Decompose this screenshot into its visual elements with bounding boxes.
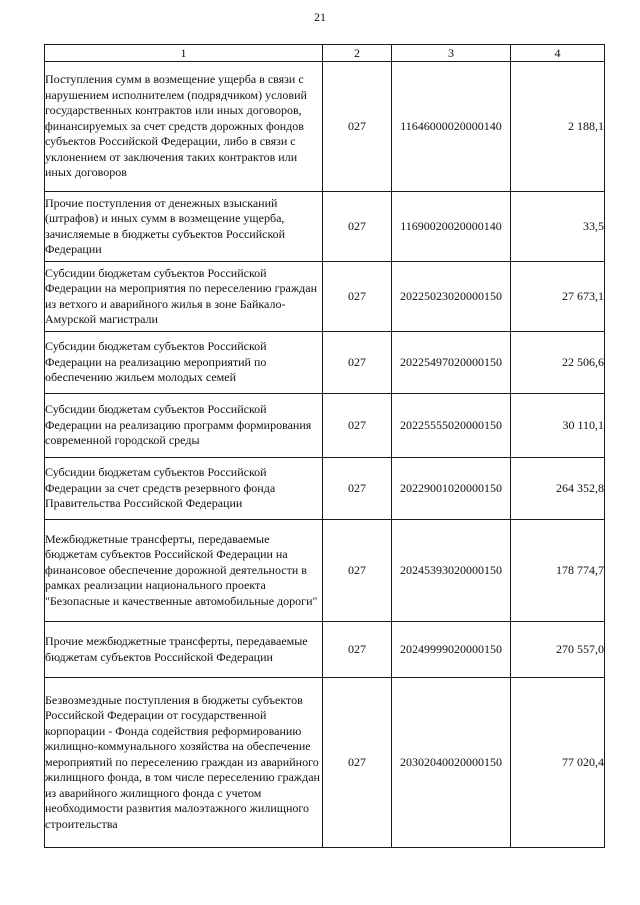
row-classification-code: 20225023020000150 <box>392 262 511 332</box>
row-description: Субсидии бюджетам субъектов Российской Федерации на мероприятия по переселению граждан из ветхого и аварийного жилья в зоне Байкало-Амурской магистрали <box>45 262 323 332</box>
row-classification-code: 20302040020000150 <box>392 678 511 848</box>
row-amount: 30 110,1 <box>511 394 605 458</box>
page-number: 21 <box>314 10 326 24</box>
row-admin-code: 027 <box>323 262 392 332</box>
table-row <box>45 520 605 622</box>
row-amount: 264 352,8 <box>511 458 605 520</box>
row-classification-code: 20245393020000150 <box>392 520 511 622</box>
column-header-amount: 4 <box>511 45 605 62</box>
table-row <box>45 332 605 394</box>
row-admin-code: 027 <box>323 458 392 520</box>
row-classification-code: 11646000020000140 <box>392 62 511 192</box>
row-amount: 27 673,1 <box>511 262 605 332</box>
column-header-description: 1 <box>45 45 323 62</box>
row-amount: 178 774,7 <box>511 520 605 622</box>
row-admin-code: 027 <box>323 678 392 848</box>
table-row <box>45 262 605 332</box>
row-classification-code: 20229001020000150 <box>392 458 511 520</box>
row-classification-code: 11690020020000140 <box>392 192 511 262</box>
row-admin-code: 027 <box>323 192 392 262</box>
row-amount: 33,5 <box>511 192 605 262</box>
row-description: Безвозмездные поступления в бюджеты субъектов Российской Федерации от государственной корпорации - Фонда содействия реформированию жилищно-коммунального хозяйства на обеспечение мероприятий по переселению граждан из аварийного жилищного фонда, в том числе переселению граждан из аварийного жилищного фонда с учетом необходимости развития малоэтажного жилищного строительства <box>45 678 323 848</box>
row-description: Субсидии бюджетам субъектов Российской Федерации за счет средств резервного фонда Правительства Российской Федерации <box>45 458 323 520</box>
table-row <box>45 192 605 262</box>
row-description: Субсидии бюджетам субъектов Российской Федерации на реализацию мероприятий по обеспечению жильем молодых семей <box>45 332 323 394</box>
column-header-budget-classification-code: 3 <box>392 45 511 62</box>
column-header-admin-code: 2 <box>323 45 392 62</box>
table-row <box>45 622 605 678</box>
row-description: Прочие поступления от денежных взысканий (штрафов) и иных сумм в возмещение ущерба, зачисляемые в бюджеты субъектов Российской Федерации <box>45 192 323 262</box>
row-admin-code: 027 <box>323 394 392 458</box>
row-admin-code: 027 <box>323 332 392 394</box>
row-admin-code: 027 <box>323 62 392 192</box>
row-amount: 22 506,6 <box>511 332 605 394</box>
row-classification-code: 20225555020000150 <box>392 394 511 458</box>
table-row <box>45 62 605 192</box>
budget-revenue-table <box>44 44 605 848</box>
row-admin-code: 027 <box>323 520 392 622</box>
row-amount: 2 188,1 <box>511 62 605 192</box>
row-classification-code: 20225497020000150 <box>392 332 511 394</box>
table-row <box>45 678 605 848</box>
table-header-row <box>45 45 605 62</box>
table-row <box>45 394 605 458</box>
row-amount: 270 557,0 <box>511 622 605 678</box>
table-row <box>45 458 605 520</box>
row-classification-code: 20249999020000150 <box>392 622 511 678</box>
row-description: Поступления сумм в возмещение ущерба в связи с нарушением исполнителем (подрядчиком) условий государственных контрактов или иных договоров, финансируемых за счет средств дорожных фондов субъектов Российской Федерации, либо в связи с уклонением от заключения таких контрактов или иных договоров <box>45 62 323 192</box>
row-admin-code: 027 <box>323 622 392 678</box>
row-description: Межбюджетные трансферты, передаваемые бюджетам субъектов Российской Федерации на финансовое обеспечение дорожной деятельности в рамках реализации национального проекта "Безопасные и качественные автомобильные дороги" <box>45 520 323 622</box>
row-amount: 77 020,4 <box>511 678 605 848</box>
row-description: Субсидии бюджетам субъектов Российской Федерации на реализацию программ формирования современной городской среды <box>45 394 323 458</box>
row-description: Прочие межбюджетные трансферты, передаваемые бюджетам субъектов Российской Федерации <box>45 622 323 678</box>
